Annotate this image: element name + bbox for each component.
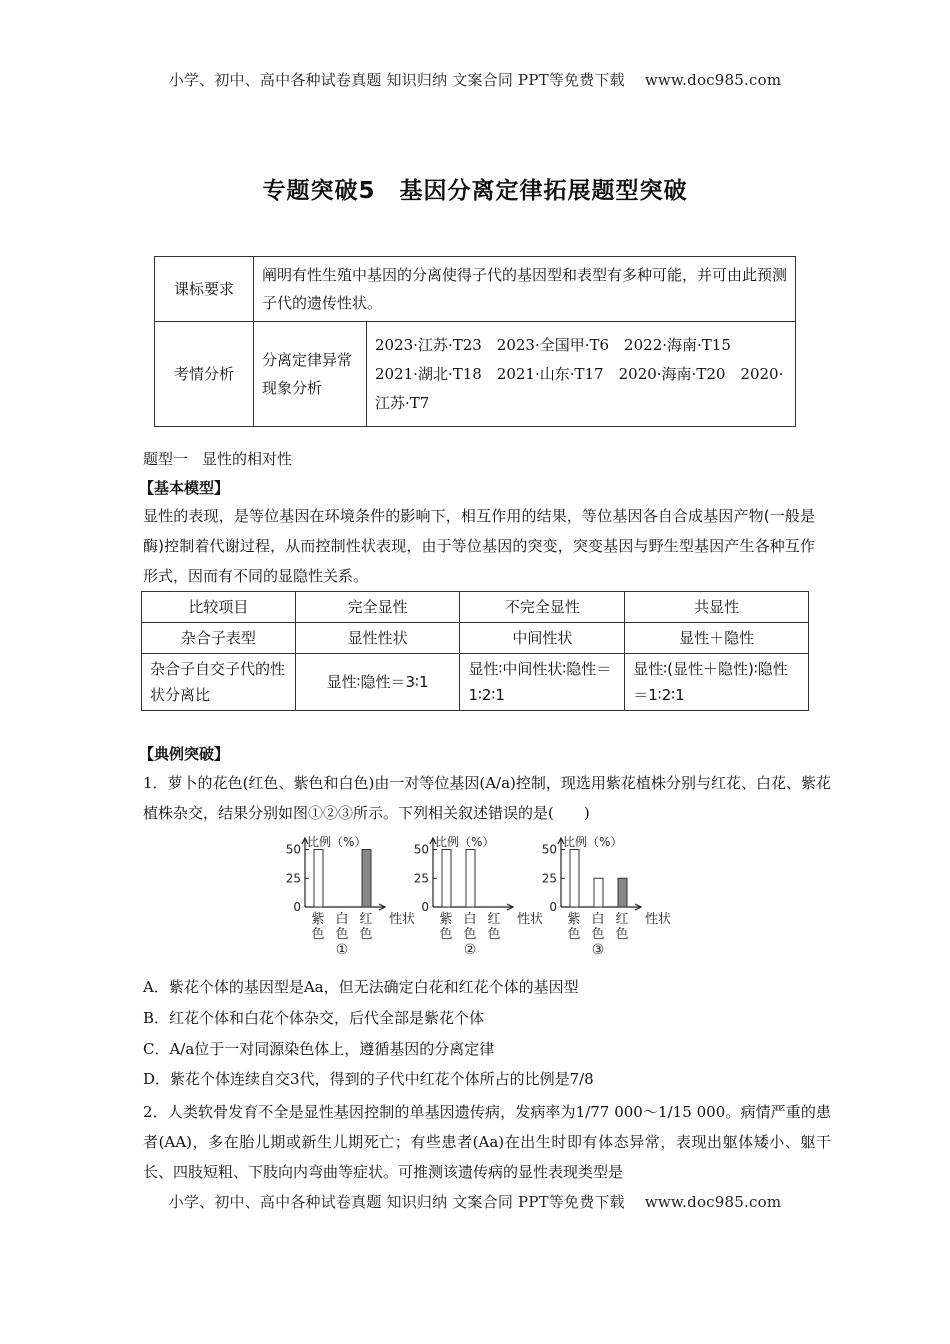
table-cell: 显性∶(显性＋隐性)∶隐性＝1∶2∶1 <box>625 654 809 711</box>
table-cell: 杂合子表型 <box>142 623 296 654</box>
category-label-top: 白 <box>463 912 477 927</box>
table-cell: 显性＋隐性 <box>625 623 809 654</box>
category-label-top: 白 <box>335 912 349 927</box>
page-header <box>0 69 950 90</box>
y-tick-label: 50 <box>285 842 301 857</box>
basic-model-label: 【基本模型】 <box>139 479 230 497</box>
table-cell: 中间性状 <box>460 623 625 654</box>
category-label-bottom: 色 <box>567 927 581 942</box>
curriculum-text: 阐明有性生殖中基因的分离使得子代的基因型和表型有多种可能，并可由此预测子代的遗传性状。 <box>254 257 796 322</box>
curriculum-label: 课标要求 <box>155 257 254 322</box>
footer-text: 小学、初中、高中各种试卷真题 知识归纳 文案合同 PPT等免费下载 <box>168 1193 625 1211</box>
exam-list: 2023·江苏·T23 2023·全国甲·T6 2022·海南·T15 2021·湖北·T18 2021·山东·T17 2020·海南·T20 2020·江苏·T7 <box>367 322 796 427</box>
type1-heading <box>143 448 292 469</box>
table-header: 比较项目 <box>142 592 296 623</box>
category-label-top: 紫 <box>311 912 325 927</box>
exam-analysis-label: 考情分析 <box>155 322 254 427</box>
category-label-top: 紫 <box>567 912 581 927</box>
category-label-bottom: 色 <box>335 927 349 942</box>
table-row <box>142 654 809 711</box>
table-header: 不完全显性 <box>460 592 625 623</box>
y-tick-label: 0 <box>421 900 429 914</box>
y-axis-label: 比例（%） <box>435 835 495 849</box>
table-cell: 显性∶隐性＝3∶1 <box>295 654 460 711</box>
y-tick-label: 25 <box>285 871 301 886</box>
x-axis-label: 性状 <box>389 912 416 927</box>
footer-site-link[interactable]: www.doc985.com <box>644 1193 782 1211</box>
category-label-bottom: 色 <box>439 927 453 942</box>
y-tick-label: 0 <box>549 900 557 914</box>
category-label-bottom: 色 <box>591 927 605 942</box>
bar-1 <box>442 850 451 908</box>
table-cell: 显性性状 <box>295 623 460 654</box>
exam-topic: 分离定律异常现象分析 <box>254 322 367 427</box>
dominance-table <box>141 591 809 711</box>
bar-1 <box>314 850 323 908</box>
y-tick-label: 0 <box>293 900 301 914</box>
category-label-bottom: 色 <box>487 927 501 942</box>
y-axis-label: 比例（%） <box>563 835 623 849</box>
bar-1 <box>570 850 579 908</box>
table-header: 共显性 <box>625 592 809 623</box>
option-b: B．红花个体和白花个体杂交，后代全部是紫花个体 <box>143 1009 485 1027</box>
chart-title: ① <box>335 942 349 958</box>
requirements-table <box>154 256 796 427</box>
bar-2 <box>594 878 603 907</box>
category-label-top: 红 <box>487 912 501 927</box>
bar-3 <box>618 878 627 907</box>
category-label-top: 红 <box>615 912 629 927</box>
bar-2 <box>466 850 475 908</box>
table-cell: 显性∶中间性状∶隐性＝1∶2∶1 <box>460 654 625 711</box>
header-text: 小学、初中、高中各种试卷真题 知识归纳 文案合同 PPT等免费下载 <box>168 71 625 89</box>
y-tick-label: 25 <box>413 871 429 886</box>
chart-title: ② <box>463 942 477 958</box>
category-label-bottom: 色 <box>463 927 477 942</box>
bar-3 <box>362 850 371 908</box>
option-d: D．紫花个体连续自交3代，得到的子代中红花个体所占的比例是7/8 <box>143 1070 594 1088</box>
table-row <box>142 623 809 654</box>
y-tick-label: 50 <box>541 842 557 857</box>
x-axis-label: 性状 <box>645 912 672 927</box>
table-header: 完全显性 <box>295 592 460 623</box>
category-label-top: 红 <box>359 912 373 927</box>
y-axis-label: 比例（%） <box>307 835 367 849</box>
question-2: 2．人类软骨发育不全是显性基因控制的单基因遗传病，发病率为1/77 000～1/15 000。病情严重的患者(AA)，多在胎儿期或新生儿期死亡；有些患者(Aa)在出生时即有体态异常，表现出躯体矮小、躯干长、四肢短粗、下肢向内弯曲等症状。可推测该遗传病的显性表现类型是 <box>143 1103 831 1181</box>
option-a: A．紫花个体的基因型是Aa，但无法确定白花和红花个体的基因型 <box>143 978 579 996</box>
page-footer <box>0 1191 950 1212</box>
title-number: 专题突破5 <box>262 178 376 204</box>
type1-label: 题型一 <box>143 450 189 468</box>
category-label-bottom: 色 <box>359 927 373 942</box>
table-header-row <box>142 592 809 623</box>
chart-title: ③ <box>591 942 605 958</box>
title-name: 基因分离定律拓展题型突破 <box>399 178 688 204</box>
table-cell: 杂合子自交子代的性状分离比 <box>142 654 296 711</box>
y-tick-label: 50 <box>413 842 429 857</box>
bar-charts-figure <box>285 830 685 960</box>
option-c: C．A/a位于一对同源染色体上，遵循基因的分离定律 <box>143 1040 495 1058</box>
category-label-bottom: 色 <box>615 927 629 942</box>
y-tick-label: 25 <box>541 871 557 886</box>
example-label: 【典例突破】 <box>139 745 230 763</box>
header-site-link[interactable]: www.doc985.com <box>644 71 782 89</box>
type1-name: 显性的相对性 <box>202 450 293 468</box>
category-label-top: 白 <box>591 912 605 927</box>
category-label-top: 紫 <box>439 912 453 927</box>
category-label-bottom: 色 <box>311 927 325 942</box>
question-1: 1．萝卜的花色(红色、紫色和白色)由一对等位基因(A/a)控制，现选用紫花植株分别与红花、白花、紫花植株杂交，结果分别如图①②③所示。下列相关叙述错误的是( ) <box>143 774 831 822</box>
page-title <box>0 172 950 205</box>
basic-model-text: 显性的表现，是等位基因在环境条件的影响下，相互作用的结果，等位基因各自合成基因产物(一般是酶)控制着代谢过程，从而控制性状表现，由于等位基因的突变，突变基因与野生型基因产生各种互作形式，因而有不同的显隐性关系。 <box>143 507 815 585</box>
x-axis-label: 性状 <box>517 912 544 927</box>
